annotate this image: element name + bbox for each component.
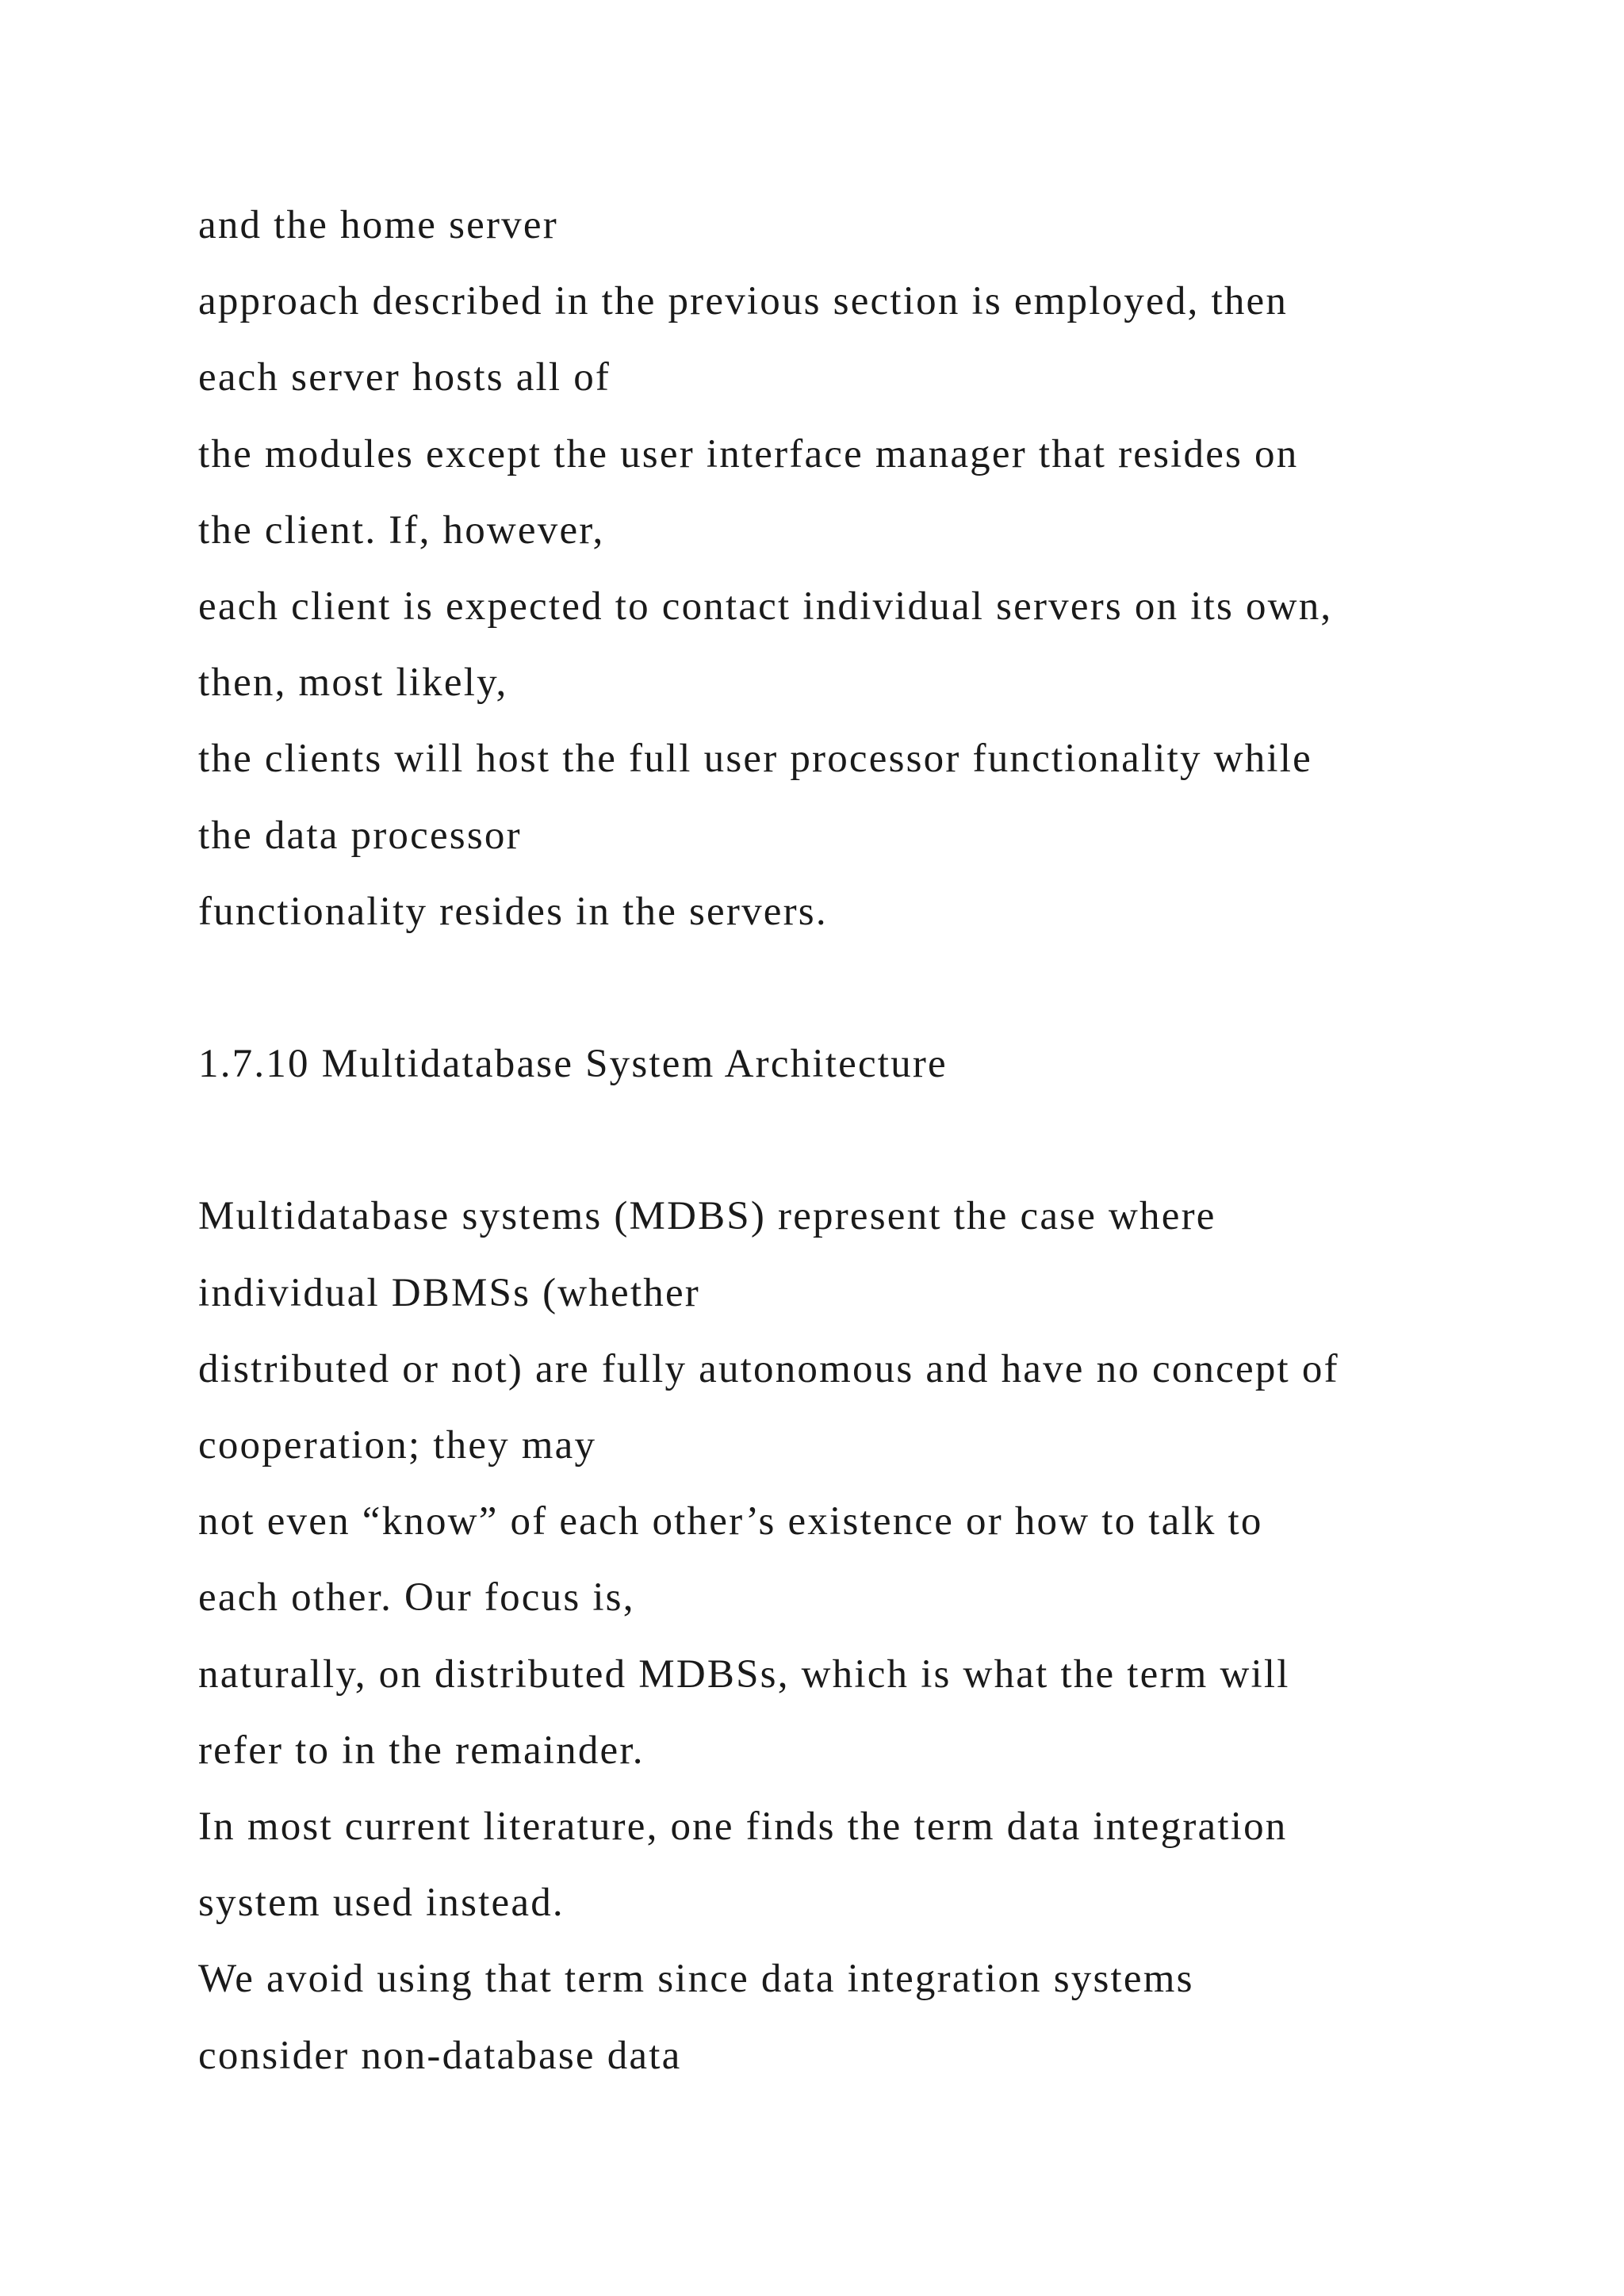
text-line: each other. Our focus is, [198,1575,635,1621]
text-line: cooperation; they may [198,1423,597,1468]
text-line: consider non-database data [198,2033,682,2078]
text-line: Multidatabase systems (MDBS) represent the case where [198,1194,1216,1239]
text-line: the clients will host the full user processor functionality while [198,737,1312,782]
text-line: In most current literature, one finds the term data integration [198,1804,1288,1849]
text-line: the data processor [198,813,522,858]
text-line: distributed or not) are fully autonomous and have no concept of [198,1346,1339,1391]
text-line: and the home server [198,203,558,247]
text-line: approach described in the previous section is employed, then [198,279,1289,324]
text-line: each client is expected to contact individual servers on its own, [198,584,1333,629]
text-line: naturally, on distributed MDBSs, which is what the term will [198,1651,1290,1697]
spacer [198,950,1507,1026]
text-line: individual DBMSs (whether [198,1270,700,1315]
text-line: the modules except the user interface manager that resides on [198,431,1299,476]
text-line: each server hosts all of [198,355,611,400]
text-line: the client. If, however, [198,507,605,553]
text-line: system used instead. [198,1881,565,1926]
text-line: We avoid using that term since data integration systems [198,1957,1194,2002]
text-line: functionality resides in the servers. [198,889,828,934]
section-heading: 1.7.10 Multidatabase System Architecture [198,1042,948,1087]
document-page [198,187,1507,2094]
paragraph-home-server [198,187,1507,950]
text-line: then, most likely, [198,660,508,706]
text-line: refer to in the remainder. [198,1728,645,1773]
text-line: not even “know” of each other’s existence or how to talk to [198,1499,1263,1544]
paragraph-multidatabase [198,1178,1507,2093]
spacer [198,1102,1507,1178]
